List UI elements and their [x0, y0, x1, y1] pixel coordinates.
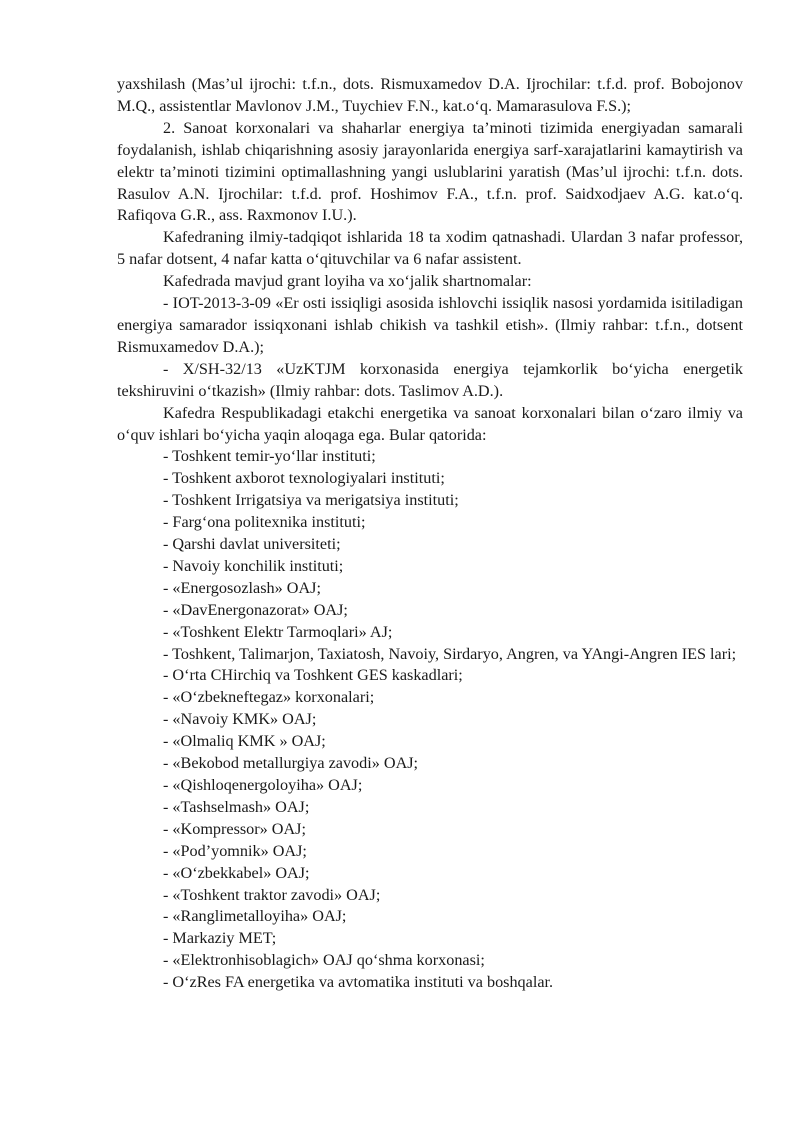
list-item: - «O‘zbekkabel» OAJ; [163, 863, 310, 882]
paragraph-research-topic-2: 2. Sanoat korxonalari va shaharlar energiya ta’minoti tizimida energiyadan samarali foydalanish, ishlab chiqarishning asosiy jarayonlarida energiya sarf-xarajatlarini kamaytirish va elektr ta’minoti tizimini optimallashning yangi uslublarini yaratish (Mas’ul ijrochi: t.f.n. dots. Rasulov A.N. Ijrochilar: t.f.d. prof. Hoshimov F.A., t.f.n. prof. Saidxodjaev A.G. kat.o‘q. Rafiqova G.R., ass. Raxmonov I.U.). [117, 118, 743, 225]
partner-list [117, 446, 743, 994]
list-item: - «Ranglimetalloyiha» OAJ; [163, 907, 347, 926]
list-item: - «Energosozlash» OAJ; [163, 578, 321, 597]
list-item: - Toshkent axborot texnologiyalari instituti; [163, 469, 445, 488]
list-item: - «Navoiy KMK» OAJ; [163, 710, 317, 729]
paragraph-continuation: yaxshilash (Mas’ul ijrochi: t.f.n., dots. Rismuxamedov D.A. Ijrochilar: t.f.d. prof. Bobojonov M.Q., assistentlar Mavlonov J.M., Tuychiev F.N., kat.o‘q. Mamarasulova F.S.); [117, 75, 743, 115]
list-item: - Toshkent Irrigatsiya va merigatsiya instituti; [163, 491, 459, 510]
paragraph-grant-1: - IOT-2013-3-09 «Er osti issiqligi asosida ishlovchi issiqlik nasosi yordamida isitiladigan energiya samarador issiqxonani ishlab chikish va tashkil etish». (Ilmiy rahbar: t.f.n., dotsent Rismuxamedov D.A.); [117, 294, 743, 356]
list-item: - Markaziy MET; [163, 929, 277, 948]
list-item: - O‘zRes FA energetika va avtomatika instituti va boshqalar. [163, 973, 554, 992]
list-item: - «Bekobod metallurgiya zavodi» OAJ; [163, 754, 419, 773]
paragraph-grants-heading: Kafedrada mavjud grant loyiha va xo‘jalik shartnomalar: [163, 272, 532, 291]
paragraph-staff-count: Kafedraning ilmiy-tadqiqot ishlarida 18 ta xodim qatnashadi. Ulardan 3 nafar professor, 5 nafar dotsent, 4 nafar katta o‘qituvchilar va 6 nafar assistent. [117, 228, 743, 269]
list-item: - Navoiy konchilik instituti; [163, 556, 344, 575]
list-item: - Toshkent, Talimarjon, Taxiatosh, Navoiy, Sirdaryo, Angren, va YAngi-Angren IES lari; [163, 644, 737, 663]
document-page [117, 74, 743, 994]
list-item: - O‘rta CHirchiq va Toshkent GES kaskadlari; [163, 666, 463, 685]
list-item: - «Toshkent Elektr Tarmoqlari» AJ; [163, 622, 393, 641]
list-item: - Farg‘ona politexnika instituti; [163, 513, 366, 532]
list-item: - «Tashselmash» OAJ; [163, 797, 310, 816]
list-item: - «Pod’yomnik» OAJ; [163, 841, 307, 860]
list-item: - «Toshkent traktor zavodi» OAJ; [163, 885, 381, 904]
list-item: - «O‘zbekneftegaz» korxonalari; [163, 688, 375, 707]
list-item: - «Kompressor» OAJ; [163, 819, 306, 838]
paragraph-grant-2: - X/SH-32/13 «UzKTJM korxonasida energiya tejamkorlik bo‘yicha energetik tekshiruvini o‘tkazish» (Ilmiy rahbar: dots. Taslimov A.D.). [117, 359, 743, 400]
list-item: - «Elektronhisoblagich» OAJ qo‘shma korxonasi; [163, 951, 485, 970]
list-item: - Qarshi davlat universiteti; [163, 535, 341, 554]
list-item: - «DavEnergonazorat» OAJ; [163, 600, 348, 619]
list-item: - «Qishloqenergoloyiha» OAJ; [163, 776, 363, 794]
list-item: - Toshkent temir-yo‘llar instituti; [163, 447, 376, 466]
list-item: - «Olmaliq KMK » OAJ; [163, 732, 326, 751]
paragraph-partners-intro: Kafedra Respublikadagi etakchi energetika va sanoat korxonalari bilan o‘zaro ilmiy va o‘quv ishlari bo‘yicha yaqin aloqaga ega. Bular qatorida: [117, 403, 743, 444]
